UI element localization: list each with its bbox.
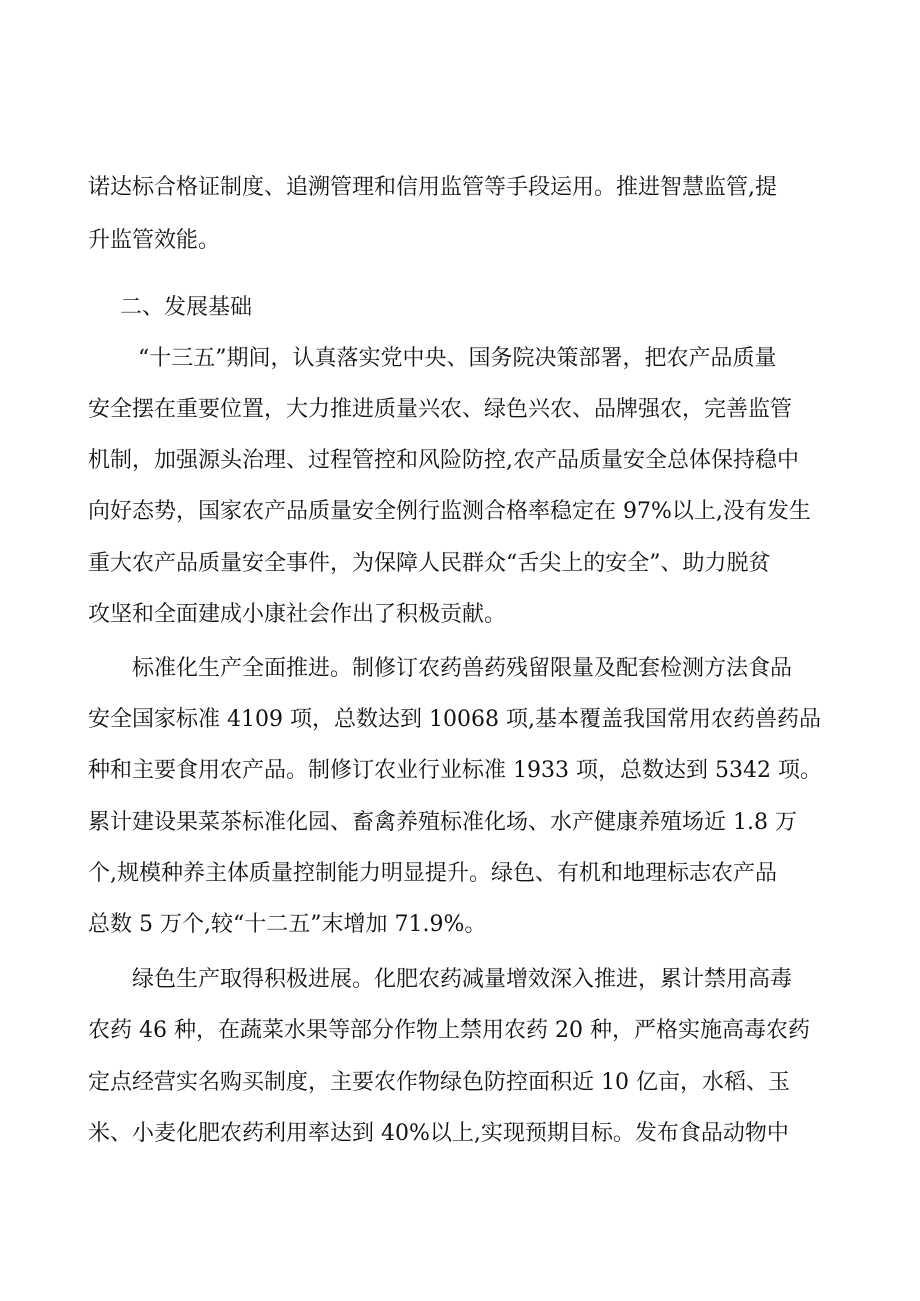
paragraph-3-line-2: 农药 46 种，在蔬菜水果等部分作物上禁用农药 20 种，严格实施高毒农药: [88, 1018, 810, 1043]
paragraph-1-line-2: 安全摆在重要位置，大力推进质量兴农、绿色兴农、品牌强农，完善监管: [88, 397, 793, 422]
paragraph-2-line-1: 标准化生产全面推进。制修订农药兽药残留限量及配套检测方法食品: [132, 656, 793, 681]
paragraph-3-line-4: 米、小麦化肥农药利用率达到 40%以上,实现预期目标。发布食品动物中: [88, 1121, 789, 1146]
paragraph-2-line-6: 总数 5 万个,较“十二五”末增加 71.9%。: [88, 912, 487, 937]
section-heading: 二、发展基础: [120, 295, 253, 320]
paragraph-3-line-3: 定点经营实名购买制度，主要农作物绿色防控面积近 10 亿亩，水稻、玉: [88, 1070, 790, 1095]
paragraph-1-line-1: “十三五”期间，认真落实党中央、国务院决策部署，把农产品质量: [138, 346, 777, 371]
intro-line-1: 诺达标合格证制度、追溯管理和信用监管等手段运用。推进智慧监管,提: [88, 175, 777, 200]
paragraph-1-line-5: 重大农产品质量安全事件，为保障人民群众“舌尖上的安全”、助力脱贫: [88, 551, 771, 576]
paragraph-2-line-5: 个,规模种养主体质量控制能力明显提升。绿色、有机和地理标志农产品: [88, 861, 777, 886]
paragraph-1-line-4: 向好态势，国家农产品质量安全例行监测合格率稳定在 97%以上,没有发生: [88, 499, 811, 524]
paragraph-3-line-1: 绿色生产取得积极进展。化肥农药减量增效深入推进，累计禁用高毒: [132, 967, 793, 992]
intro-line-2: 升监管效能。: [88, 228, 221, 253]
paragraph-2-line-3: 种和主要食用农产品。制修订农业行业标准 1933 项，总数达到 5342 项。: [88, 758, 822, 783]
paragraph-1-line-6: 攻坚和全面建成小康社会作出了积极贡献。: [88, 602, 507, 627]
paragraph-1-line-3: 机制，加强源头治理、过程管控和风险防控,农产品质量安全总体保持稳中: [88, 448, 799, 473]
paragraph-2-line-4: 累计建设果菜茶标准化园、畜禽养殖标准化场、水产健康养殖场近 1.8 万: [88, 810, 797, 835]
paragraph-2-line-2: 安全国家标准 4109 项，总数达到 10068 项,基本覆盖我国常用农药兽药品: [88, 707, 821, 732]
